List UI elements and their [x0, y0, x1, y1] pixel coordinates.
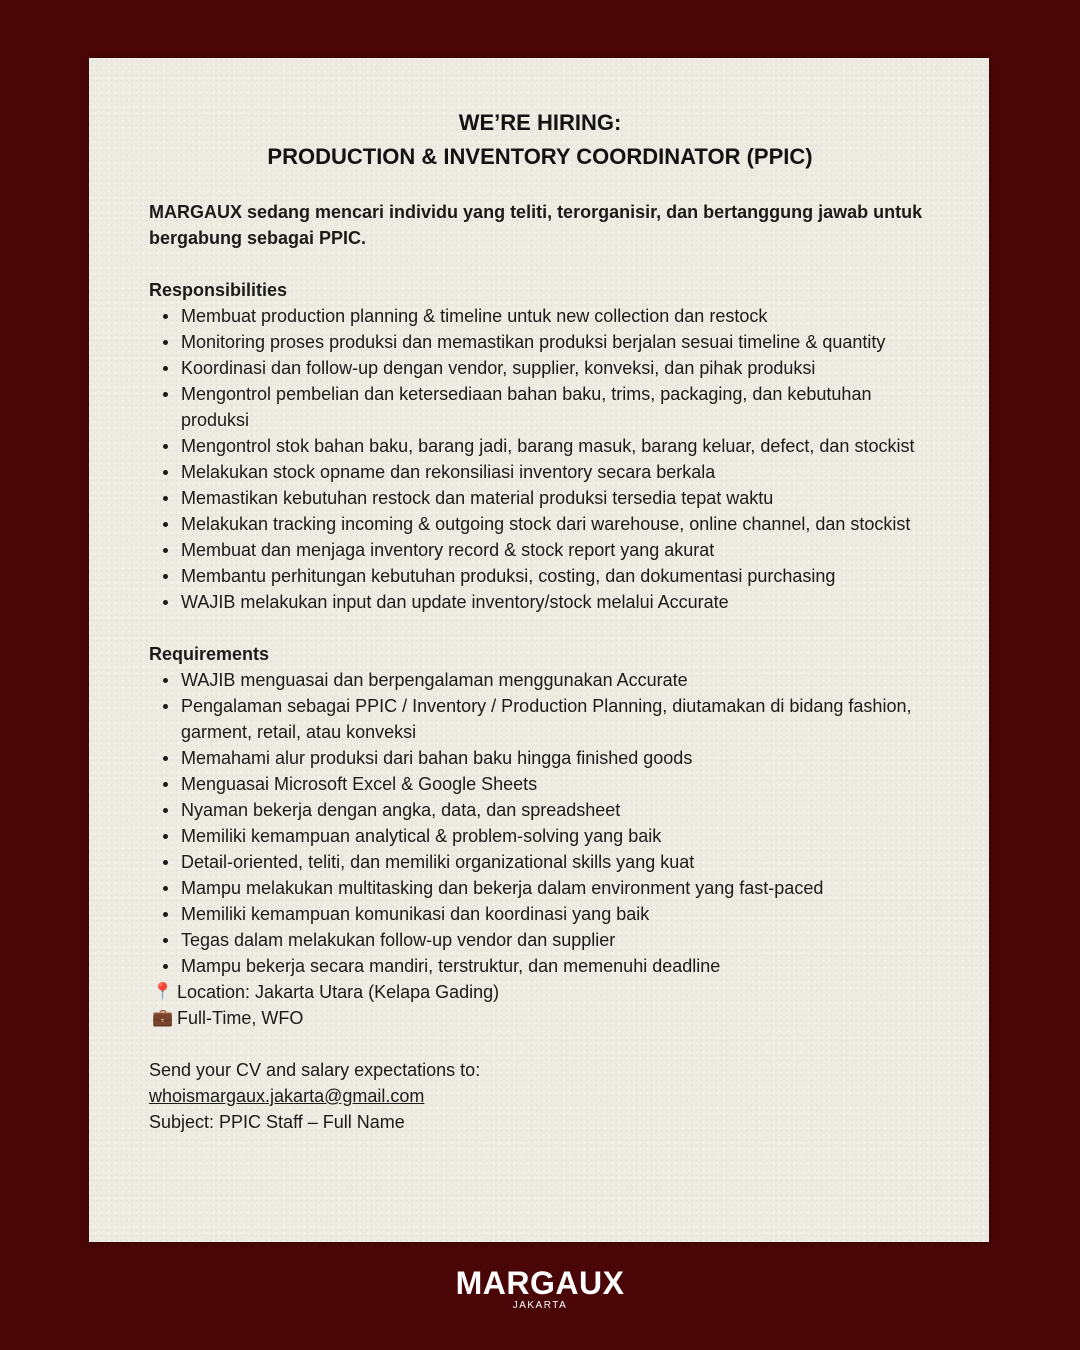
- brand-location: JAKARTA: [512, 1300, 568, 1311]
- employment-line: [149, 1005, 939, 1031]
- list-item: Membantu perhitungan kebutuhan produksi, costing, dan dokumentasi purchasing: [149, 563, 939, 589]
- employment-text: Full-Time, WFO: [177, 1008, 304, 1028]
- responsibilities-heading: Responsibilities: [149, 280, 288, 300]
- brand-logo: [0, 1266, 1080, 1312]
- list-item: Menguasai Microsoft Excel & Google Sheets: [149, 771, 939, 797]
- list-item: Melakukan stock opname dan rekonsiliasi inventory secara berkala: [149, 459, 939, 485]
- list-item: Mengontrol stok bahan baku, barang jadi, barang masuk, barang keluar, defect, dan stockist: [149, 433, 939, 459]
- list-item: Nyaman bekerja dengan angka, data, dan spreadsheet: [149, 797, 939, 823]
- job-description: [149, 199, 939, 1135]
- requirements-heading: Requirements: [149, 644, 270, 664]
- list-item: Membuat dan menjaga inventory record & stock report yang akurat: [149, 537, 939, 563]
- location-line: [149, 979, 939, 1005]
- contact-block: [149, 1057, 939, 1135]
- list-item: Membuat production planning & timeline untuk new collection dan restock: [149, 303, 939, 329]
- list-item: WAJIB melakukan input dan update inventory/stock melalui Accurate: [149, 589, 939, 615]
- responsibilities-list: [149, 303, 939, 615]
- list-item: WAJIB menguasai dan berpengalaman menggunakan Accurate: [149, 667, 939, 693]
- briefcase-icon: 💼: [152, 1008, 174, 1027]
- email-link[interactable]: whoismargaux.jakarta@gmail.com: [149, 1086, 425, 1106]
- list-item: Mampu melakukan multitasking dan bekerja dalam environment yang fast-paced: [149, 875, 939, 901]
- list-item: Pengalaman sebagai PPIC / Inventory / Production Planning, diutamakan di bidang fashion, garment, retail, atau konveksi: [149, 693, 939, 745]
- list-item: Memastikan kebutuhan restock dan material produksi tersedia tepat waktu: [149, 485, 939, 511]
- location-text: Location: Jakarta Utara (Kelapa Gading): [177, 982, 500, 1002]
- requirements-list: [149, 667, 939, 979]
- email-subject: Subject: PPIC Staff – Full Name: [149, 1112, 405, 1132]
- title-line-2: PRODUCTION & INVENTORY COORDINATOR (PPIC): [267, 144, 813, 169]
- intro-text: MARGAUX sedang mencari individu yang teliti, terorganisir, dan bertanggung jawab untuk bergabung sebagai PPIC.: [149, 202, 923, 248]
- list-item: Melakukan tracking incoming & outgoing stock dari warehouse, online channel, dan stockist: [149, 511, 939, 537]
- brand-name: MARGAUX: [455, 1265, 625, 1301]
- contact-intro: Send your CV and salary expectations to:: [149, 1060, 481, 1080]
- list-item: Mampu bekerja secara mandiri, terstruktur, dan memenuhi deadline: [149, 953, 939, 979]
- title-line-1: WE’RE HIRING:: [458, 110, 622, 135]
- pin-icon: 📍: [152, 982, 174, 1001]
- list-item: Koordinasi dan follow-up dengan vendor, supplier, konveksi, dan pihak produksi: [149, 355, 939, 381]
- list-item: Tegas dalam melakukan follow-up vendor dan supplier: [149, 927, 939, 953]
- list-item: Memiliki kemampuan komunikasi dan koordinasi yang baik: [149, 901, 939, 927]
- list-item: Monitoring proses produksi dan memastikan produksi berjalan sesuai timeline & quantity: [149, 329, 939, 355]
- list-item: Detail-oriented, teliti, dan memiliki organizational skills yang kuat: [149, 849, 939, 875]
- list-item: Memiliki kemampuan analytical & problem-solving yang baik: [149, 823, 939, 849]
- list-item: Memahami alur produksi dari bahan baku hingga finished goods: [149, 745, 939, 771]
- page-title: [0, 106, 1080, 174]
- list-item: Mengontrol pembelian dan ketersediaan bahan baku, trims, packaging, dan kebutuhan produksi: [149, 381, 939, 433]
